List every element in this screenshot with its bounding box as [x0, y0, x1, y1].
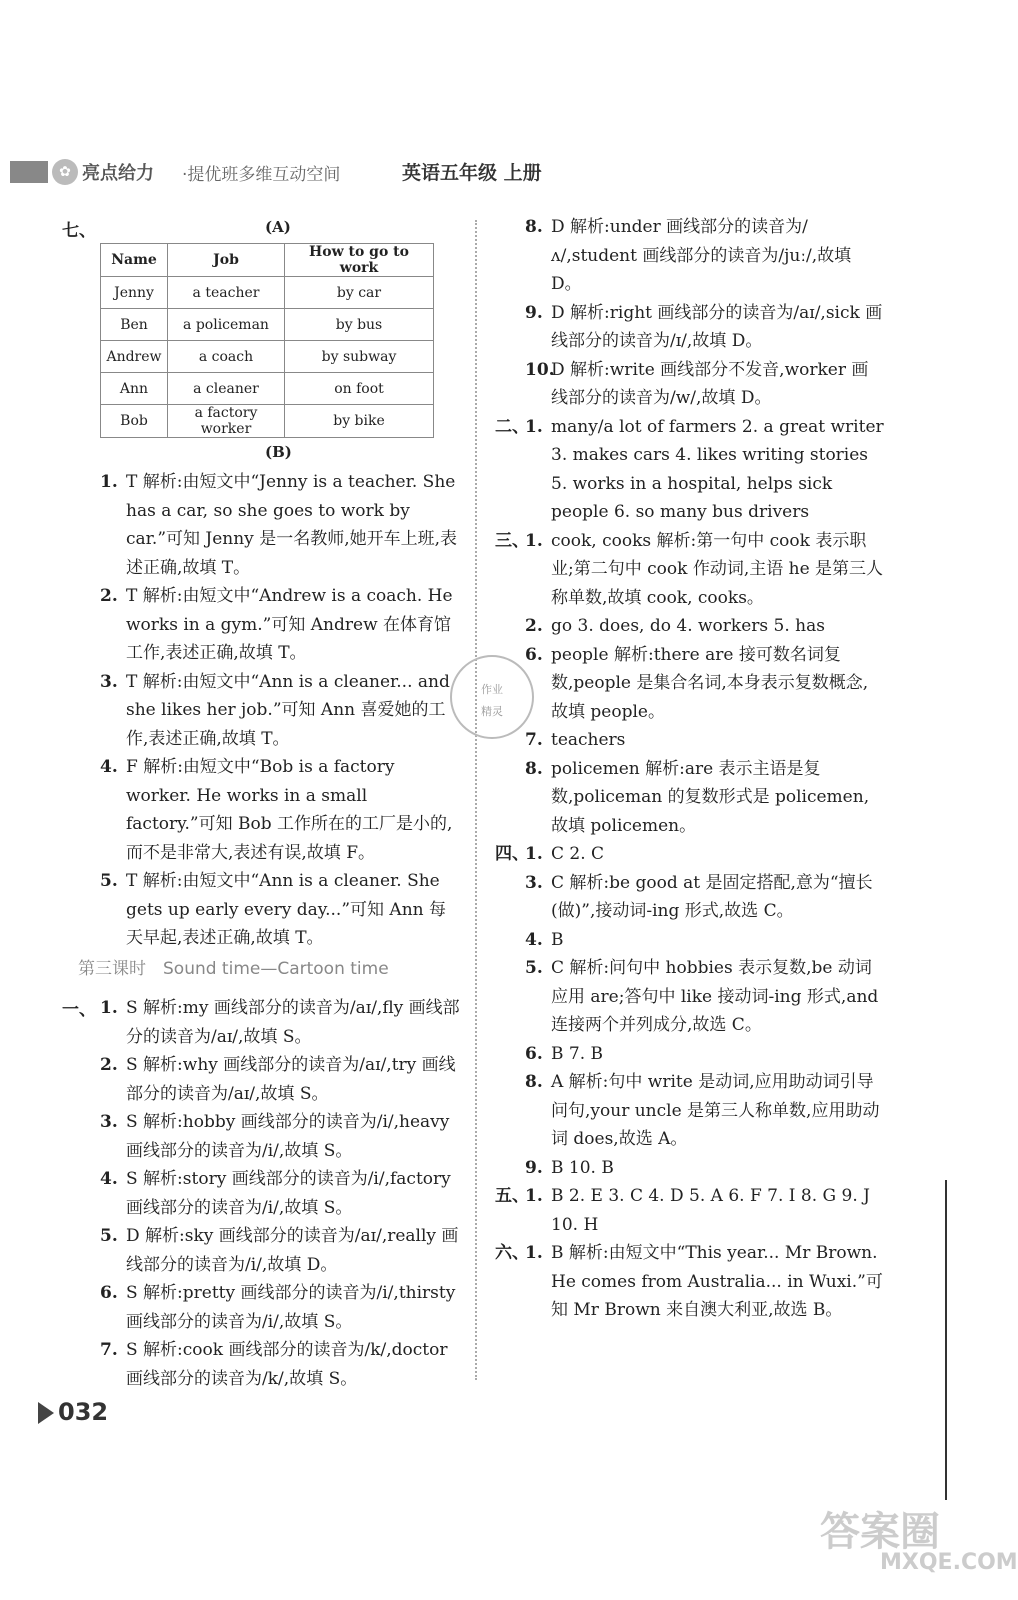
item-text: B 2. E 3. C 4. D 5. A 6. F 7. I 8. G 9. J 10. H — [551, 1186, 870, 1235]
answer-item — [495, 413, 885, 527]
item-text: A 解析:句中 write 是动词,应用助动词引导问句,your uncle 是第三人称单数,应用助动词 does,故选 A。 — [551, 1072, 880, 1149]
item-number: 6. — [100, 1283, 118, 1303]
item-number: 6. — [525, 644, 543, 665]
item-text: go 3. does, do 4. workers 5. has — [551, 616, 825, 636]
edge-line — [945, 1180, 947, 1500]
section-mark: 二、 — [495, 416, 529, 437]
lesson-title: 第三课时 Sound time—Cartoon time — [78, 959, 389, 979]
item-number: 7. — [100, 1340, 118, 1360]
item-number: 8. — [525, 217, 543, 237]
table-cell: a teacher — [168, 277, 285, 309]
header-bar — [10, 161, 48, 183]
table-cell: on foot — [285, 373, 434, 405]
table-row — [101, 309, 434, 341]
column-divider — [475, 220, 477, 1380]
section-one-answers — [100, 994, 460, 1393]
table-row — [101, 405, 434, 438]
answer-item — [495, 1182, 885, 1239]
item-text: D 解析:right 画线部分的读音为/aɪ/,sick 画线部分的读音为/ɪ/,故填 D。 — [551, 302, 883, 351]
item-number: 4. — [100, 1169, 118, 1189]
table-cell: by bus — [285, 309, 434, 341]
item-number: 1. — [100, 472, 118, 492]
item-number: 9. — [525, 1157, 543, 1178]
item-text: S 解析:cook 画线部分的读音为/k/,doctor 画线部分的读音为/k/,故填 S。 — [126, 1340, 448, 1389]
item-number: 9. — [525, 302, 543, 323]
item-number: 4. — [525, 929, 543, 950]
item-text: T 解析:由短文中“Ann is a cleaner. She gets up early every day...”可知 Ann 每天早起,表述正确,故填 T。 — [126, 871, 447, 948]
watermark-logo: 答案圈 — [820, 1509, 940, 1555]
right-column-answers — [495, 213, 885, 1325]
table-cell: by car — [285, 277, 434, 309]
item-number: 5. — [100, 871, 118, 891]
item-number: 3. — [100, 671, 118, 692]
item-number: 8. — [525, 758, 543, 779]
item-text: people 解析:there are 接可数名词复数,people 是集合名词,本身表示复数概念,故填 people。 — [551, 644, 869, 722]
answer-item — [525, 299, 885, 356]
answer-item — [525, 356, 885, 413]
table-row — [101, 341, 434, 373]
item-text: D 解析:sky 画线部分的读音为/aɪ/,really 画线部分的读音为/i/,故填 D。 — [126, 1226, 459, 1275]
item-text: policemen 解析:are 表示主语是复数,policeman 的复数形式是 policemen,故填 policemen。 — [551, 758, 870, 836]
item-text: C 解析:be good at 是固定搭配,意为“擅长(做)”,接动词-ing 形式,故选 C。 — [551, 872, 873, 921]
answer-item — [525, 1040, 885, 1069]
header-book-title: 英语五年级 上册 — [402, 162, 542, 184]
answer-item — [525, 612, 885, 641]
item-text: S 解析:hobby 画线部分的读音为/i/,heavy 画线部分的读音为/i/,故填 S。 — [126, 1112, 450, 1161]
item-number: 1. — [525, 1186, 543, 1206]
table-cell: a coach — [168, 341, 285, 373]
item-number: 4. — [100, 757, 118, 777]
table-cell: Ben — [101, 309, 168, 341]
item-number: 7. — [525, 730, 543, 750]
table-b-label: (B) — [265, 443, 292, 461]
item-text: F 解析:由短文中“Bob is a factory worker. He works in a small factory.”可知 Bob 工作所在的工厂是小的,而不是非常大,表述有误,故填 F。 — [126, 757, 453, 863]
item-text: S 解析:my 画线部分的读音为/aɪ/,fly 画线部分的读音为/aɪ/,故填 S。 — [126, 998, 460, 1047]
item-text: D 解析:write 画线部分不发音,worker 画线部分的读音为/w/,故填 D。 — [551, 359, 869, 408]
item-text: T 解析:由短文中“Jenny is a teacher. She has a car, so she goes to work by car.”可知 Jenny 是一名教师,她开车上班,表述正确,故填 T。 — [126, 472, 458, 578]
section-mark: 六、 — [495, 1243, 529, 1263]
answer-item — [100, 668, 460, 754]
item-number: 2. — [100, 586, 118, 606]
answer-item — [495, 840, 885, 869]
arrow-icon — [38, 1402, 54, 1424]
item-text: cook, cooks 解析:第一句中 cook 表示职业;第二句中 cook 作动词,主语 he 是第三人称单数,故填 cook, cooks。 — [551, 530, 884, 608]
answer-item — [100, 994, 460, 1051]
item-number: 6. — [525, 1043, 543, 1064]
watermark-url: MXQE.COM — [880, 1550, 1018, 1575]
item-number: 3. — [525, 872, 543, 893]
section-mark: 四、 — [495, 844, 529, 864]
item-number: 3. — [100, 1112, 118, 1132]
answer-item — [100, 582, 460, 668]
item-number: 1. — [525, 530, 543, 551]
table-row — [101, 373, 434, 405]
item-number: 1. — [525, 1243, 543, 1263]
item-text: C 2. C — [551, 844, 605, 864]
section-mark-seven: 七、 — [62, 221, 96, 241]
answer-item — [495, 527, 885, 613]
header-subtitle: ·提优班多维互动空间 — [182, 165, 341, 185]
seven-b-answers — [100, 468, 460, 953]
answer-item — [100, 867, 460, 953]
answer-item — [100, 468, 460, 582]
answer-item — [100, 1051, 460, 1108]
answer-item — [525, 1068, 885, 1154]
answer-item — [525, 641, 885, 727]
table-cell: by subway — [285, 341, 434, 373]
section-mark: 五、 — [495, 1186, 529, 1206]
page-number: 032 — [38, 1398, 108, 1426]
stamp-logo: 作业 精灵 — [450, 655, 534, 739]
logo-icon: ✿ — [52, 159, 78, 185]
table-cell: a policeman — [168, 309, 285, 341]
item-text: B 解析:由短文中“This year... Mr Brown. He comes from Australia... in Wuxi.”可知 Mr Brown 来自澳大利亚,故选 B。 — [551, 1243, 883, 1320]
answer-item — [100, 1279, 460, 1336]
answer-item — [525, 726, 885, 755]
item-text: S 解析:story 画线部分的读音为/i/,factory 画线部分的读音为/i/,故填 S。 — [126, 1169, 451, 1218]
item-text: T 解析:由短文中“Andrew is a coach. He works in a gym.”可知 Andrew 在体育馆工作,表述正确,故填 T。 — [126, 586, 453, 663]
answer-item — [100, 1222, 460, 1279]
answer-item — [525, 926, 885, 955]
table-cell: Andrew — [101, 341, 168, 373]
item-number: 5. — [525, 958, 543, 978]
table-a-label: (A) — [265, 218, 291, 236]
page-header — [10, 155, 650, 189]
table-cell: a factory worker — [168, 405, 285, 438]
section-mark: 三、 — [495, 530, 529, 551]
item-text: S 解析:pretty 画线部分的读音为/i/,thirsty 画线部分的读音为/i/,故填 S。 — [126, 1283, 456, 1332]
answer-item — [525, 954, 885, 1040]
item-text: T 解析:由短文中“Ann is a cleaner... and she likes her job.”可知 Ann 喜爱她的工作,表述正确,故填 T。 — [126, 671, 450, 749]
table-row — [101, 277, 434, 309]
item-number: 2. — [525, 616, 543, 636]
item-number: 8. — [525, 1072, 543, 1092]
answer-item — [525, 869, 885, 926]
item-text: B 10. B — [551, 1157, 614, 1178]
answer-item — [525, 213, 885, 299]
table-header: How to go to work — [285, 244, 434, 277]
table-cell: Bob — [101, 405, 168, 438]
section-mark-one: 一、 — [62, 1000, 96, 1020]
item-number: 1. — [525, 844, 543, 864]
job-table — [100, 243, 434, 438]
table-cell: Ann — [101, 373, 168, 405]
table-header: Job — [168, 244, 285, 277]
item-number: 1. — [100, 998, 118, 1018]
item-text: B 7. B — [551, 1043, 604, 1064]
table-cell: by bike — [285, 405, 434, 438]
answer-item — [495, 1239, 885, 1325]
header-brand: 亮点给力 — [82, 163, 154, 184]
table-cell: a cleaner — [168, 373, 285, 405]
table-header: Name — [101, 244, 168, 277]
item-number: 2. — [100, 1055, 118, 1075]
item-text: B — [551, 929, 564, 950]
answer-item — [100, 1108, 460, 1165]
item-text: teachers — [551, 730, 626, 750]
item-number: 5. — [100, 1226, 118, 1246]
item-number: 10. — [525, 359, 555, 380]
item-number: 1. — [525, 416, 543, 437]
item-text: D 解析:under 画线部分的读音为/ʌ/,student 画线部分的读音为/juː/,故填 D。 — [551, 217, 852, 294]
item-text: many/a lot of farmers 2. a great writer 3. makes cars 4. likes writing stories 5. works in a hospital, helps sick people 6. so many bus drivers — [551, 416, 884, 522]
item-text: C 解析:问句中 hobbies 表示复数,be 动词应用 are;答句中 like 接动词-ing 形式,and 连接两个并列成分,故选 C。 — [551, 958, 879, 1035]
item-text: S 解析:why 画线部分的读音为/aɪ/,try 画线部分的读音为/aɪ/,故填 S。 — [126, 1055, 456, 1104]
answer-item — [100, 1336, 460, 1393]
answer-item — [525, 755, 885, 841]
table-cell: Jenny — [101, 277, 168, 309]
answer-item — [525, 1154, 885, 1183]
answer-item — [100, 1165, 460, 1222]
answer-item — [100, 753, 460, 867]
